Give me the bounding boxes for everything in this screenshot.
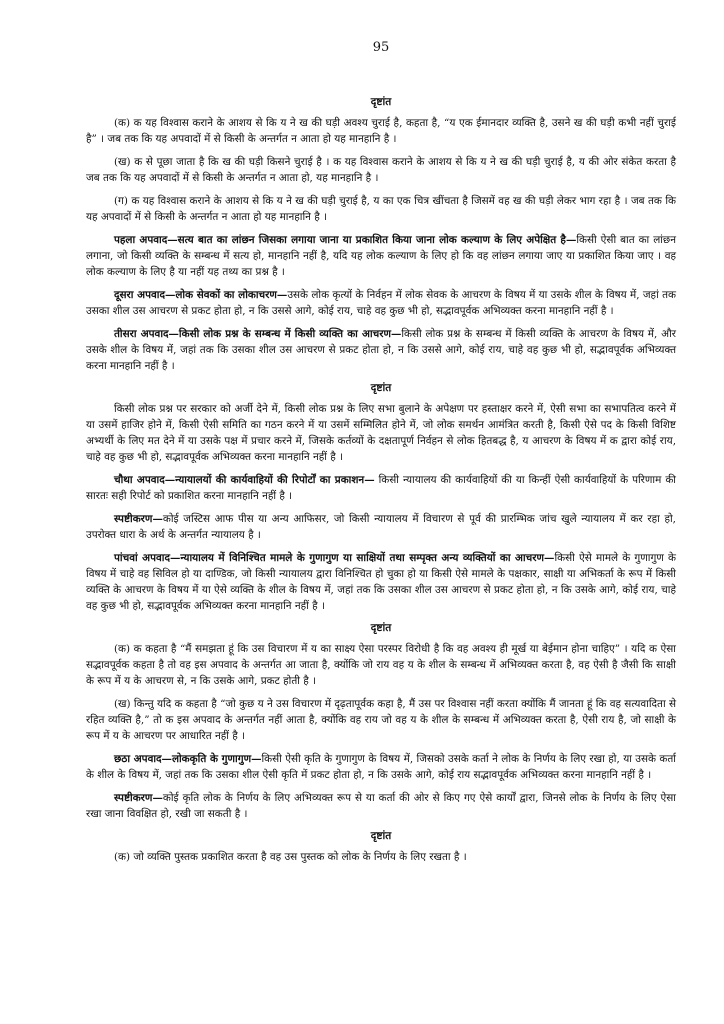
paragraph xyxy=(86,326,676,374)
paragraph xyxy=(86,401,676,465)
paragraph xyxy=(86,550,676,614)
exception-title: छठा अपवाद—लोककृति के गुणागुण— xyxy=(114,753,262,765)
paragraph-text: (क) क यह विश्वास कराने के आशय से कि य ने ख की घड़ी अवश्य चुराई है, कहता है, “य एक ईमानदार व्यक्ति है, उसने ख की घड़ी कभी नहीं चुराई है” । जब तक कि यह अपवादों में से किसी के अन्तर्गत न आता हो यह मानहानि है । xyxy=(86,117,676,145)
paragraph-text: (क) जो व्यक्ति पुस्तक प्रकाशित करता है वह उस पुस्तक को लोक के निर्णय के लिए रखता है । xyxy=(114,851,467,863)
paragraph xyxy=(86,751,676,783)
paragraph-text: कोई कृति लोक के निर्णय के लिए अभिव्यक्त रूप से या कर्ता की ओर से किए गए ऐसे कार्यों द्वारा, जिनसे लोक के निर्णय के लिए ऐसा रखा जाना विवक्षित हो, रखी जा सकती है । xyxy=(86,792,676,820)
paragraph xyxy=(86,790,676,822)
paragraph-text: (ख) क से पूछा जाता है कि ख की घड़ी किसने चुराई है । क यह विश्वास कराने के आशय से कि य ने ख की घड़ी चुराई है, य की ओर संकेत करता है जब तक कि यह अपवादों में से किसी के अन्तर्गत न आता हो, यह मानहानि है । xyxy=(86,156,676,184)
paragraph-text: (ख) किन्तु यदि क कहता है “जो कुछ य ने उस विचारण में दृढ़तापूर्वक कहा है, मैं उस पर विश्वास नहीं करता क्योंकि मैं जानता हूं कि वह सत्यवादिता से रहित व्यक्ति है,” तो क इस अपवाद के अन्तर्गत नहीं आता है, क्योंकि वह राय जो वह य के शील के सम्बन्ध में अभिव्यक्त करता है, ऐसी राय है, जो साक्षी के रूप में य के आचरण पर आधारित नहीं है । xyxy=(86,698,676,742)
paragraph xyxy=(86,696,676,744)
exception-title: पहला अपवाद—सत्य बात का लांछन जिसका लगाया जाना या प्रकाशित किया जाना लोक कल्याण के लिए अपेक्षित है— xyxy=(114,234,577,246)
document-body xyxy=(86,95,676,865)
exception-title: चौथा अपवाद—न्यायालयों की कार्यवाहियों की रिपोर्टों का प्रकाशन— xyxy=(114,474,375,486)
paragraph-text: किसी ऐसी बात का लांछन लगाना, जो किसी व्यक्ति के सम्बन्ध में सत्य हो, मानहानि नहीं है, यदि यह लोक कल्याण के लिए हो कि वह लांछन लगाया जाए या प्रकाशित किया जाए । वह लोक कल्याण के लिए है या नहीं यह तथ्य का प्रश्न है । xyxy=(86,234,676,278)
exception-title: स्पष्टीकरण— xyxy=(114,513,163,525)
paragraph xyxy=(86,641,676,689)
paragraph xyxy=(86,472,676,504)
paragraph-text: किसी लोक प्रश्न पर सरकार को अर्जी देने में, किसी लोक प्रश्न के लिए सभा बुलाने के अपेक्षण पर हस्ताक्षर करने में, ऐसी सभा का सभापतित्व करने में या उसमें हाजिर होने में, किसी ऐसी समिति का गठन करने में या उसमें सम्मिलित होने में, जो लोक समर्थन आमंत्रित करती है, किसी ऐसे पद के किसी विशिष्ट अभ्यर्थी के लिए मत देने में या उसके पक्ष में प्रचार करने में, जिसके कर्तव्यों के दक्षतापूर्ण निर्वहन से लोक हितबद्ध है, य आचरण के विषय में क द्वारा कोई राय, चाहे वह कुछ भी हो, सद्भावपूर्वक अभिव्यक्त करना मानहानि नहीं है । xyxy=(86,403,676,463)
paragraph-text: किसी लोक प्रश्न के सम्बन्ध में किसी व्यक्ति के आचरण के विषय में, और उसके शील के विषय में, जहां तक कि उसका शील उस आचरण से प्रकट होता हो, न कि उससे आगे, कोई राय, चाहे वह कुछ भी हो, सद्भावपूर्वक अभिव्यक्त करना मानहानि नहीं है । xyxy=(86,328,676,372)
paragraph xyxy=(86,511,676,543)
page-number: 95 xyxy=(372,40,390,55)
paragraph-text: (ग) क यह विश्वास कराने के आशय से कि य ने ख की घड़ी चुराई है, य का एक चित्र खींचता है जिसमें वह ख की घड़ी लेकर भाग रहा है । जब तक कि यह अपवादों में से किसी के अन्तर्गत न आता हो यह मानहानि है । xyxy=(86,195,676,223)
paragraph xyxy=(86,849,676,865)
exception-title: तीसरा अपवाद—किसी लोक प्रश्न के सम्बन्ध में किसी व्यक्ति का आचरण— xyxy=(114,328,402,340)
paragraph xyxy=(86,154,676,186)
paragraph-text: किसी ऐसी कृति के गुणागुण के विषय में, जिसको उसके कर्ता ने लोक के निर्णय के लिए रखा हो, या उसके कर्ता के शील के विषय में, जहां तक कि उसका शील ऐसी कृति में प्रकट होता हो, न कि उसके आगे, कोई राय सद्भावपूर्वक अभिव्यक्त करना मानहानि नहीं है । xyxy=(86,753,676,781)
illustration-heading: दृष्टांत xyxy=(370,830,392,842)
illustration-heading: दृष्टांत xyxy=(370,622,392,634)
paragraph xyxy=(86,232,676,280)
paragraph-text: किसी ऐसे मामले के गुणागुण के विषय में चाहे वह सिविल हो या दाण्डिक, जो किसी न्यायालय द्वारा विनिश्चित हो चुका हो या किसी ऐसे मामले के पक्षकार, साक्षी या अभिकर्ता के रूप में किसी व्यक्ति के आचरण के विषय में या ऐसे व्यक्ति के शील के विषय में, जहां तक कि उसका शील उस आचरण से प्रकट होता हो, न कि उसके आगे, कोई राय, चाहे वह कुछ भी हो, सद्भावपूर्वक अभिव्यक्त करना मानहानि नहीं है । xyxy=(86,552,676,612)
paragraph xyxy=(86,193,676,225)
illustration-heading: दृष्टांत xyxy=(370,382,392,394)
paragraph xyxy=(86,115,676,147)
paragraph-text: कोई जस्टिस आफ पीस या अन्य आफिसर, जो किसी न्यायालय में विचारण से पूर्व की प्रारम्भिक जांच खुले न्यायालय में कर रहा हो, उपरोक्त धारा के अर्थ के अन्तर्गत न्यायालय है । xyxy=(86,513,676,541)
paragraph-text: उसके लोक कृत्यों के निर्वहन में लोक सेवक के आचरण के विषय में या उसके शील के विषय में, जहां तक उसका शील उस आचरण से प्रकट होता हो, न कि उससे आगे, कोई राय, चाहे वह कुछ भी हो, सद्भावपूर्वक अभिव्यक्त करना मानहानि नहीं है । xyxy=(86,289,676,317)
illustration-heading: दृष्टांत xyxy=(370,96,392,108)
paragraph-text: (क) क कहता है “मैं समझता हूं कि उस विचारण में य का साक्ष्य ऐसा परस्पर विरोधी है कि वह अवश्य ही मूर्ख या बेईमान होना चाहिए” । यदि क ऐसा सद्भावपूर्वक कहता है तो वह इस अपवाद के अन्तर्गत आ जाता है, क्योंकि जो राय वह य के शील के सम्बन्ध में अभिव्यक्त करता है, वह ऐसी है जैसी कि साक्षी के रूप में य के आचरण से, न कि उसके आगे, प्रकट होती है । xyxy=(86,643,676,687)
exception-title: पांचवां अपवाद—न्यायालय में विनिश्चित मामले के गुणागुण या साक्षियों तथा सम्पृक्त अन्य व्यक्तियों का आचरण— xyxy=(114,552,555,564)
paragraph-text: किसी न्यायालय की कार्यवाहियों की या किन्हीं ऐसी कार्यवाहियों के परिणाम की सारतः सही रिपोर्ट को प्रकाशित करना मानहानि नहीं है । xyxy=(86,474,676,502)
exception-title: दूसरा अपवाद—लोक सेवकों का लोकाचरण— xyxy=(114,289,288,301)
exception-title: स्पष्टीकरण— xyxy=(114,792,163,804)
paragraph xyxy=(86,287,676,319)
